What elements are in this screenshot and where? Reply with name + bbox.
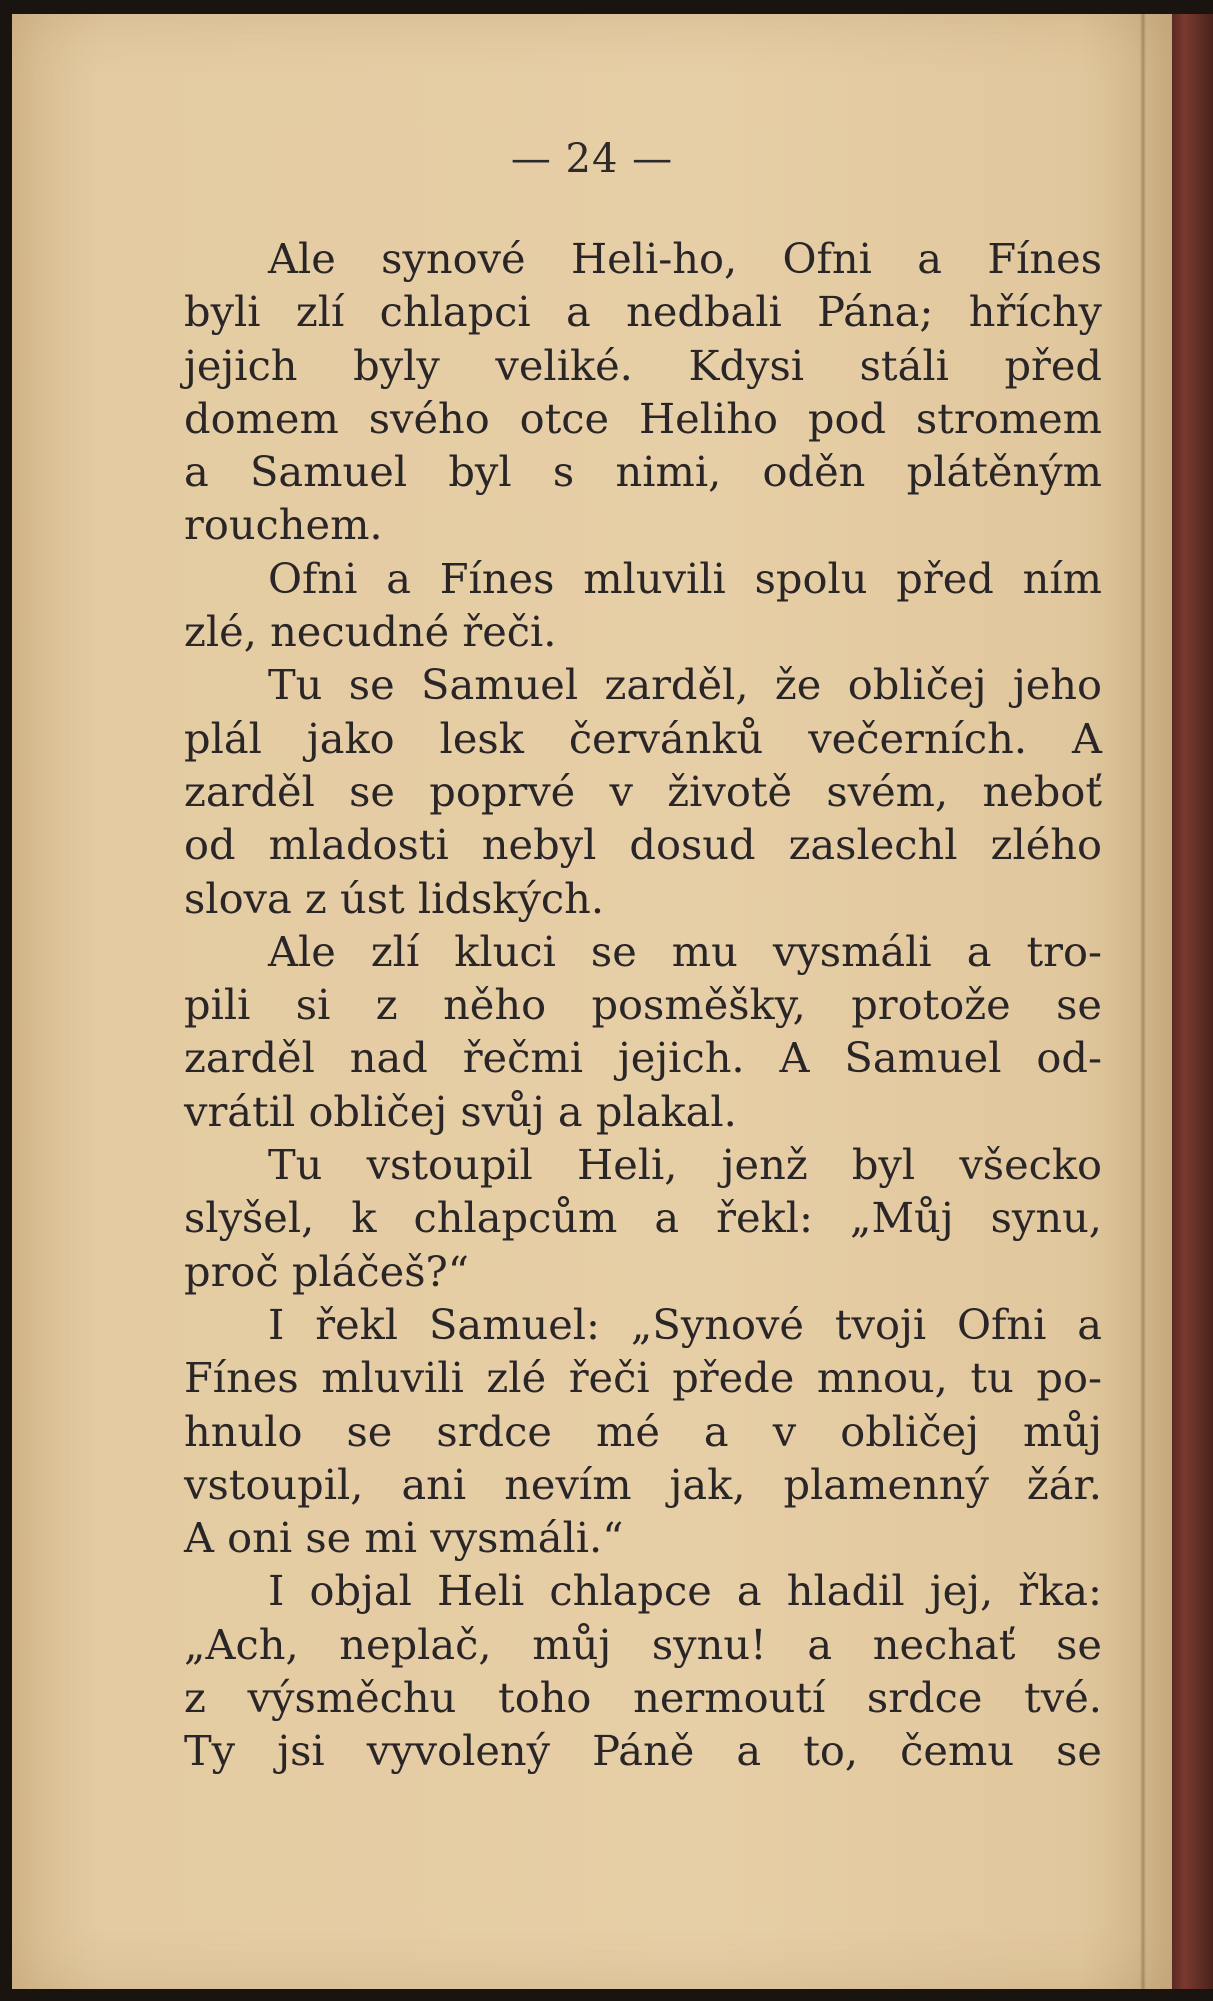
text-line: Fínes mluvili zlé řeči přede mnou, tu po- <box>184 1353 1102 1403</box>
page-gutter-shadow <box>1140 14 1146 1989</box>
text-line: plál jako lesk červánků večerních. A <box>184 713 1102 763</box>
text-line: byli zlí chlapci a nedbali Pána; hříchy <box>184 287 1102 337</box>
text-line: od mladosti nebyl dosud zaslechl zlého <box>184 820 1102 870</box>
text-line: slova z úst lidských. <box>184 873 605 923</box>
text-line: proč pláčeš?“ <box>184 1246 469 1296</box>
text-line: I objal Heli chlapce a hladil jej, řka: <box>268 1566 1102 1616</box>
text-line: jejich byly veliké. Kdysi stáli před <box>184 340 1102 390</box>
text-line: a Samuel byl s nimi, oděn plátěným <box>184 447 1102 497</box>
text-line: Tu se Samuel zarděl, že obličej jeho <box>268 660 1102 710</box>
body-text <box>184 232 1102 1778</box>
text-line: vrátil obličej svůj a plakal. <box>184 1086 737 1136</box>
text-line: rouchem. <box>184 500 383 550</box>
page-number: — 24 — <box>510 136 674 182</box>
text-line: A oni se mi vysmáli.“ <box>184 1513 624 1563</box>
text-line: Tu vstoupil Heli, jenž byl všecko <box>268 1140 1102 1190</box>
text-line: domem svého otce Heliho pod stromem <box>184 393 1102 443</box>
text-line: z výsměchu toho nermoutí srdce tvé. <box>184 1673 1102 1723</box>
text-line: „Ach, neplač, můj synu! a nechať se <box>184 1619 1102 1669</box>
text-line: vstoupil, ani nevím jak, plamenný žár. <box>184 1459 1102 1509</box>
text-line: Ale synové Heli-ho, Ofni a Fínes <box>268 234 1102 283</box>
text-line: I řekl Samuel: „Synové tvoji Ofni a <box>268 1299 1102 1349</box>
book-page <box>12 14 1172 1989</box>
text-line: hnulo se srdce mé a v obličej můj <box>184 1406 1102 1456</box>
text-line: Ty jsi vyvolený Páně a to, čemu se <box>184 1726 1102 1776</box>
book-cover-edge <box>1172 14 1213 1989</box>
text-line: zarděl se poprvé v životě svém, neboť <box>184 766 1102 816</box>
text-line: Ale zlí kluci se mu vysmáli a tro- <box>268 926 1102 976</box>
text-line: pili si z něho posměšky, protože se <box>184 980 1102 1030</box>
text-line: slyšel, k chlapcům a řekl: „Můj synu, <box>184 1193 1102 1243</box>
text-line: zlé, necudné řeči. <box>184 607 557 657</box>
text-line: Ofni a Fínes mluvili spolu před ním <box>268 553 1102 603</box>
text-line: zarděl nad řečmi jejich. A Samuel od- <box>184 1033 1102 1083</box>
